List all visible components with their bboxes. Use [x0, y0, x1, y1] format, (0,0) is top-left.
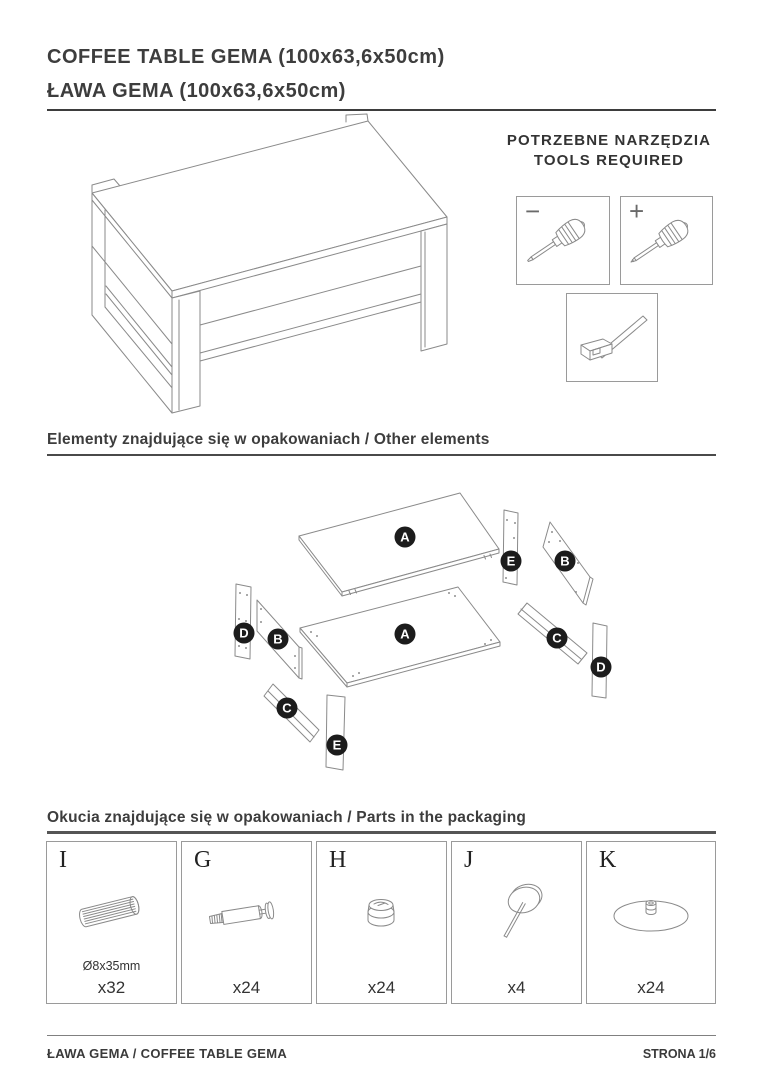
part-quantity: x32 — [97, 978, 126, 997]
exploded-parts-diagram — [150, 460, 630, 800]
part-letter: K — [599, 847, 617, 873]
parts-cell-H — [316, 841, 447, 1004]
cam-lock-icon — [317, 860, 446, 968]
part-label: D — [596, 659, 606, 675]
part-label: A — [400, 626, 410, 642]
elements-heading: Elementy znajdujące się w opakowaniach / Other elements — [47, 431, 490, 448]
part-dimension: Ø8x35mm — [82, 959, 141, 973]
part-quantity: x4 — [507, 978, 526, 997]
cover-cap-icon — [587, 860, 716, 968]
tools-heading-pl: POTRZEBNE NARZĘDZIA — [506, 132, 712, 149]
tools-heading — [478, 131, 740, 171]
part-label: B — [560, 553, 570, 569]
part-letter: I — [59, 847, 67, 873]
part-quantity: x24 — [367, 978, 396, 997]
tools-heading-en: TOOLS REQUIRED — [533, 152, 685, 169]
part-quantity: x24 — [232, 978, 261, 997]
minus-sign: − — [525, 196, 541, 226]
footer-divider — [47, 1035, 716, 1036]
toolbox-hammer — [566, 293, 658, 382]
footer-page-number: STRONA 1/6 — [642, 1047, 716, 1061]
page-title-pl: ŁAWA GEMA (100x63,6x50cm) — [47, 80, 346, 102]
parts-divider — [47, 831, 716, 834]
part-label: E — [332, 737, 342, 753]
part-letter: H — [329, 847, 347, 873]
parts-cell-K — [586, 841, 716, 1004]
wooden-dowel-icon — [47, 860, 176, 968]
parts-cell-G — [181, 841, 312, 1004]
footer-product-name: ŁAWA GEMA / COFFEE TABLE GEMA — [47, 1046, 288, 1061]
elements-divider — [47, 454, 716, 456]
part-label: B — [273, 631, 283, 647]
part-label: A — [400, 529, 410, 545]
part-label: E — [506, 553, 516, 569]
part-letter: G — [194, 847, 212, 873]
part-label: C — [552, 630, 562, 646]
part-label: C — [282, 700, 292, 716]
part-label: D — [239, 625, 249, 641]
part-letter: J — [464, 847, 474, 873]
nail-glide-icon — [452, 860, 581, 968]
plus-sign: + — [629, 196, 645, 226]
parts-heading: Okucia znajdujące się w opakowaniach / Parts in the packaging — [47, 809, 527, 826]
toolbox-phillips-screwdriver — [620, 196, 713, 285]
hammer-icon — [567, 294, 657, 381]
page-title: COFFEE TABLE GEMA (100x63,6x50cm) — [47, 46, 445, 68]
parts-cell-J — [451, 841, 582, 1004]
part-quantity: x24 — [637, 978, 665, 997]
parts-cell-I — [46, 841, 177, 1004]
cam-bolt-icon — [182, 860, 311, 968]
toolbox-flat-screwdriver — [516, 196, 610, 285]
title-divider — [47, 109, 716, 111]
coffee-table-drawing — [40, 113, 460, 433]
